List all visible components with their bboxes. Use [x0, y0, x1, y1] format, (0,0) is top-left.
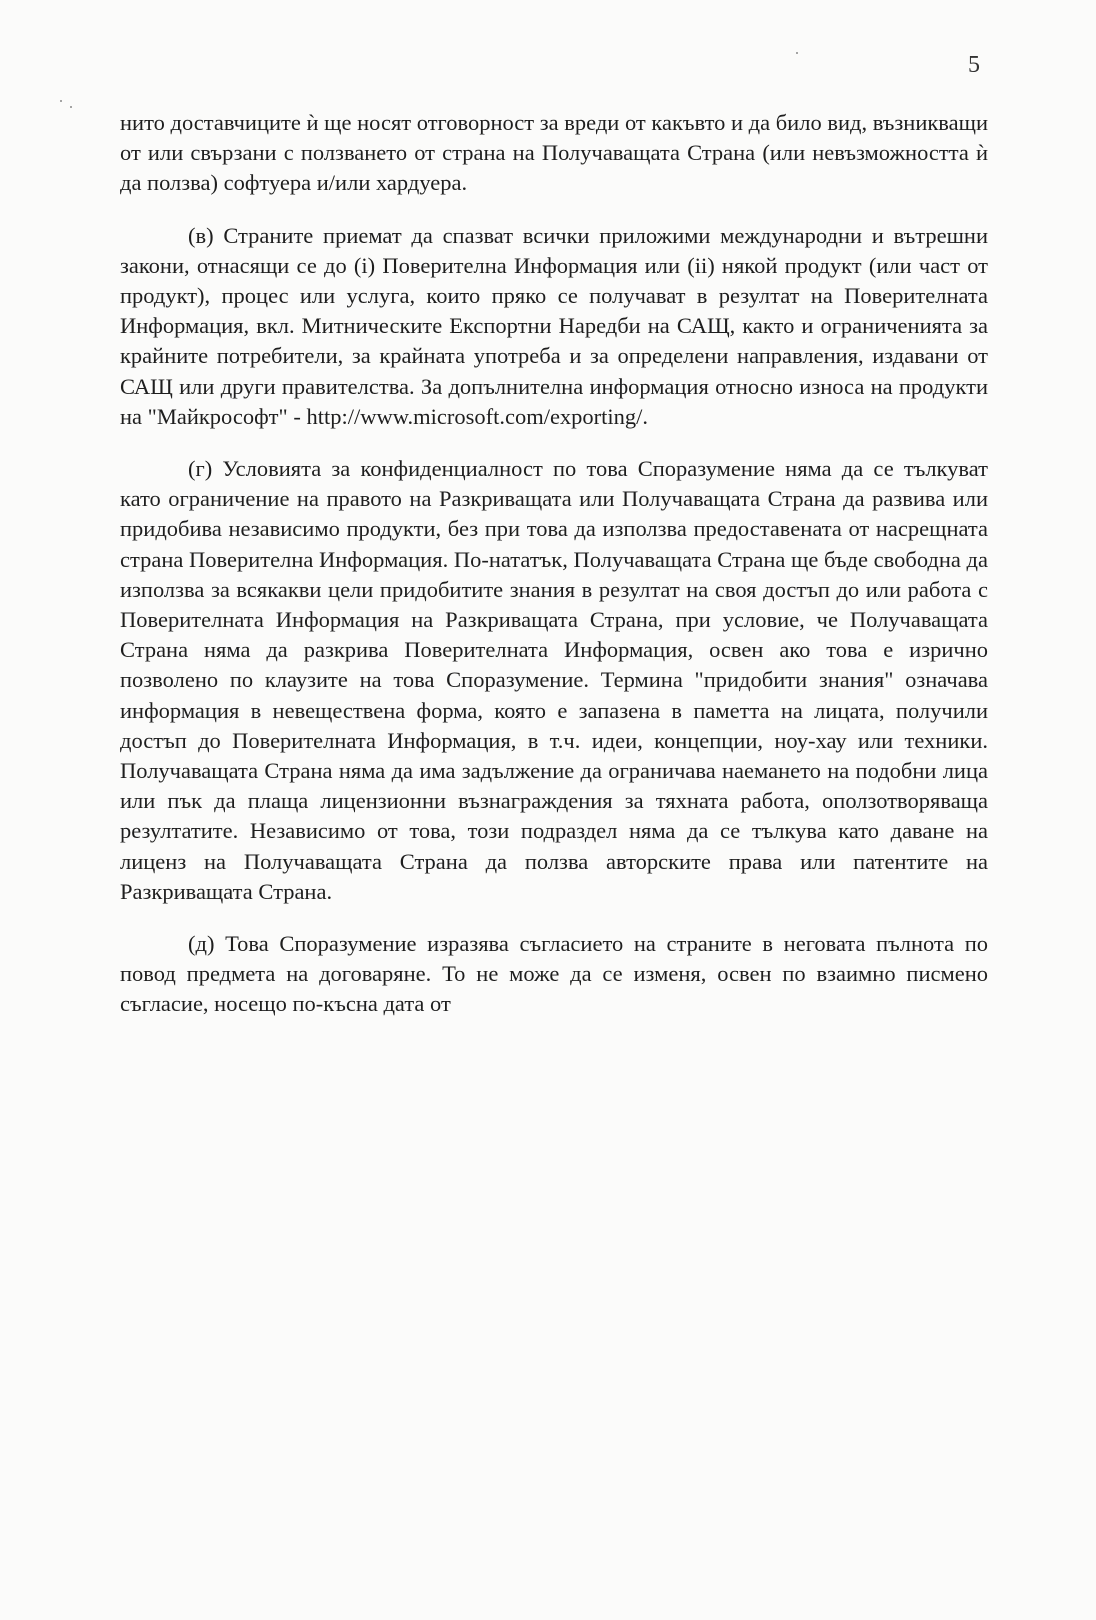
- paragraph-continuation: нито доставчиците ѝ ще носят отговорност за вреди от какъвто и да било вид, възникващи от или свързани с ползването от страна на Получаващата Страна (или невъзможността ѝ да ползва) софтуера и/или хардуера.: [120, 110, 988, 196]
- paragraph-d: (д) Това Споразумение изразява съгласието на страните в неговата пълнота по повод предмета на договаряне. То не може да се изменя, освен по взаимно писмено съгласие, носещо по-късна дата от: [120, 931, 988, 1017]
- paragraph-g: (г) Условията за конфиденциалност по това Споразумение няма да се тълкуват като ограничение на правото на Разкриващата или Получаващата Страна да развива или придобива независимо продукти, без при това да използва предоставената от насрещната страна Поверителна Информация. По-нататък, Получаващата Страна ще бъде свободна да използва за всякакви цели придобитите знания в резултат на своя достъп до или работа с Поверителната Информация на Разкриващата Страна, при условие, че Получаващата Страна няма да разкрива Поверителната Информация, освен ако това е изрично позволено по клаузите на това Споразумение. Термина "придобити знания" означава информация в невеществена форма, която е запазена в паметта на лицата, получили достъп до Поверителната Информация, в т.ч. идеи, концепции, ноу-хау или техники. Получаващата Страна няма да има задължение да ограничава наемането на подобни лица или пък да плаща лицензионни възнаграждения за тяхната работа, оползотворяваща резултатите. Независимо от това, този подраздел няма да се тълкува като даване на лиценз на Получаващата Страна да ползва авторските права или патентите на Разкриващата Страна.: [120, 456, 988, 904]
- paragraph-v: (в) Страните приемат да спазват всички приложими международни и вътрешни закони, отнасящи се до (i) Поверителна Информация или (ii) някой продукт (или част от продукт), процес или услуга, които пряко се получават в резултат на Поверителната Информация, вкл. Митническите Експортни Наредби на САЩ, както и ограниченията за крайните потребители, за крайната употреба и за определени направления, издавани от САЩ или други правителства. За допълнителна информация относно износа на продукти на "Майкрософт" - http://www.microsoft.com/exporting/.: [120, 222, 988, 429]
- page-number: 5: [968, 52, 980, 78]
- body-text: [120, 108, 988, 1020]
- scan-speck: [60, 100, 62, 102]
- scan-speck: [70, 106, 72, 108]
- scan-speck: [796, 52, 798, 54]
